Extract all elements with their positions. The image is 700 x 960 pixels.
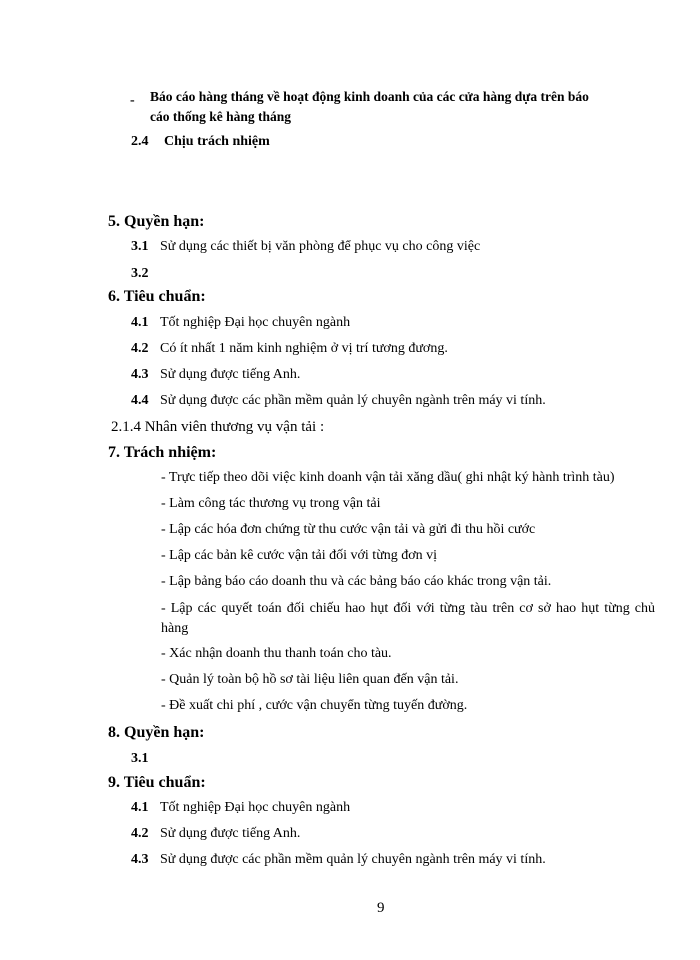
item-text: Sử dụng các thiết bị văn phòng để phục vụ cho công việc: [160, 239, 481, 254]
list-item: - Lập bảng báo cáo doanh thu và các bảng báo cáo khác trong vận tải.: [161, 574, 552, 589]
item-number: 2.4: [131, 134, 149, 149]
item-text: Sử dụng được tiếng Anh.: [160, 826, 301, 841]
item-number: 4.1: [131, 315, 149, 330]
list-item: - Quản lý toàn bộ hồ sơ tài liệu liên quan đến vận tải.: [161, 672, 459, 687]
intro-bullet-line2: cáo thống kê hàng tháng: [150, 109, 292, 124]
item-text: Sử dụng được các phần mềm quản lý chuyên ngành trên máy vi tính.: [160, 393, 546, 408]
list-item: - Đề xuất chi phí , cước vận chuyển từng tuyến đường.: [161, 698, 468, 713]
item-number: 4.1: [131, 800, 149, 815]
bullet-marker: -: [130, 93, 135, 108]
item-number: 3.1: [131, 751, 149, 766]
list-item: - Xác nhận doanh thu thanh toán cho tàu.: [161, 646, 392, 661]
section-heading: 8. Quyền hạn:: [108, 724, 205, 741]
item-number: 3.2: [131, 266, 149, 281]
section-heading: 5. Quyền hạn:: [108, 213, 205, 230]
item-number: 4.2: [131, 341, 149, 356]
list-item: - Lập các quyết toán đối chiếu hao hụt đối với từng tàu trên cơ sở hao hụt từng chủ hàng: [161, 601, 655, 636]
item-number: 4.4: [131, 393, 149, 408]
list-item: - Trực tiếp theo dõi việc kinh doanh vận tải xăng dầu( ghi nhật ký hành trình tàu): [161, 470, 615, 485]
list-item: - Lập các hóa đơn chứng từ thu cước vận tải và gửi đi thu hồi cước: [161, 522, 536, 537]
list-item: - Lập các bản kê cước vận tải đối với từng đơn vị: [161, 548, 438, 563]
item-number: 4.3: [131, 367, 149, 382]
list-item: - Làm công tác thương vụ trong vận tải: [161, 496, 381, 511]
page-number: 9: [377, 900, 385, 916]
section-heading: 7. Trách nhiệm:: [108, 444, 217, 461]
item-number: 4.3: [131, 852, 149, 867]
section-heading: 6. Tiêu chuẩn:: [108, 288, 206, 305]
item-text: Có ít nhất 1 năm kinh nghiệm ở vị trí tương đương.: [160, 341, 448, 356]
item-text: Sử dụng được các phần mềm quản lý chuyên ngành trên máy vi tính.: [160, 852, 546, 867]
item-number: 4.2: [131, 826, 149, 841]
item-text: Sử dụng được tiếng Anh.: [160, 367, 301, 382]
item-text: Chịu trách nhiệm: [164, 134, 270, 149]
section-heading: 9. Tiêu chuẩn:: [108, 774, 206, 791]
item-text: Tốt nghiệp Đại học chuyên ngành: [160, 315, 351, 330]
item-number: 3.1: [131, 239, 149, 254]
item-text: Tốt nghiệp Đại học chuyên ngành: [160, 800, 351, 815]
subheading: 2.1.4 Nhân viên thương vụ vận tải :: [111, 419, 325, 435]
intro-bullet-line1: Báo cáo hàng tháng về hoạt động kinh doanh của các cửa hàng dựa trên báo: [150, 89, 589, 104]
